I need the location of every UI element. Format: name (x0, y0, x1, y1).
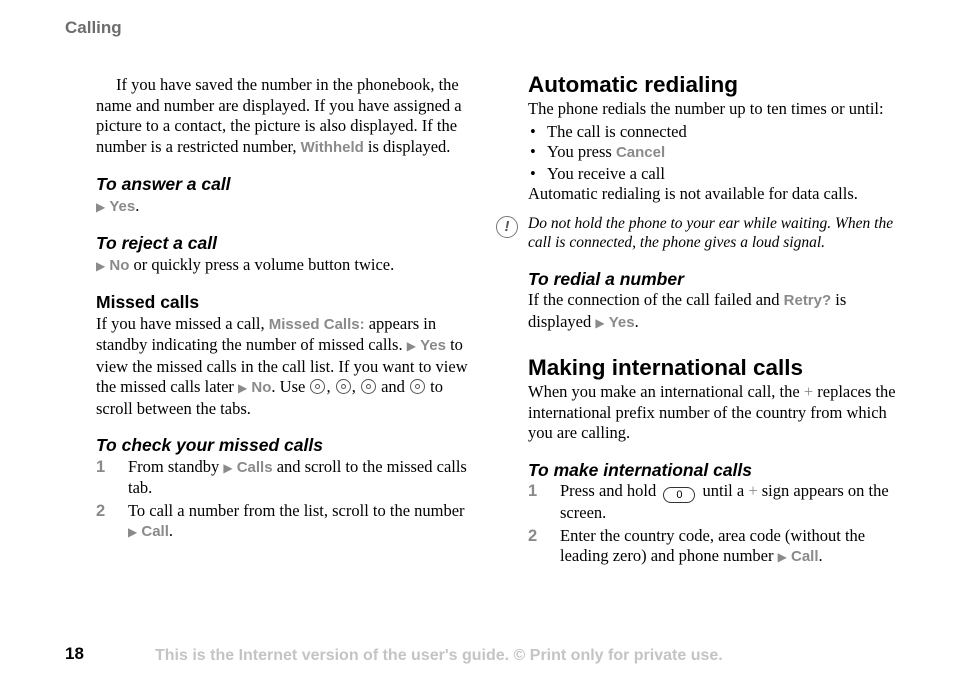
redial-number-text: If the connection of the call failed and Retry? is displayed ▶ Yes. (528, 290, 847, 331)
missed-calls-heading: Missed calls (96, 292, 200, 312)
footer-notice: This is the Internet version of the user's guide. © Print only for private use. (155, 647, 723, 664)
answer-instruction: ▶ Yes. (96, 195, 140, 215)
reject-heading: To reject a call (96, 233, 217, 253)
intl-calls-heading: Making international calls (528, 355, 804, 380)
intl-calls-text: When you make an international call, the + replaces the international prefix number of the country from which you are calling. (528, 382, 896, 442)
nav-down-key-icon (410, 379, 425, 394)
reject-instruction: ▶ No or quickly press a volume button twice. (96, 254, 395, 274)
check-missed-heading: To check your missed calls (96, 435, 323, 455)
cancel-label: Cancel (615, 144, 666, 161)
redial-note-data: Automatic redialing is not available for data calls. (528, 184, 858, 203)
arrow-right-icon: ▶ (96, 258, 106, 273)
arrow-right-icon: ▶ (96, 199, 106, 214)
missed-calls-paragraph: If you have missed a call, Missed Calls: appears in standby indicating the number of missed calls. ▶ Yes to view the missed calls in the call list. If you want to view the missed calls later ▶ No. Use , , and to scroll between the tabs. (96, 313, 468, 418)
withheld-label: Withheld (300, 138, 364, 156)
answer-heading: To answer a call (96, 174, 231, 194)
auto-redial-text: The phone redials the number up to ten times or until: (528, 99, 884, 118)
make-intl-steps (528, 481, 908, 568)
arrow-right-icon: ▶ (406, 339, 416, 353)
nav-right-key-icon (336, 379, 351, 394)
right-column (504, 72, 908, 570)
section-header: Calling (65, 18, 122, 37)
check-missed-steps (96, 457, 476, 543)
redial-conditions (528, 122, 908, 185)
make-intl-heading: To make international calls (528, 459, 753, 480)
list-item: 1 From standby ▶ Calls and scroll to the missed calls tab. (96, 456, 467, 497)
nav-up-key-icon (361, 379, 376, 394)
zero-key-icon: 0 (663, 487, 695, 503)
warning-note: ! Do not hold the phone to your ear while waiting. When the call is connected, the phone gives a loud signal. (528, 214, 908, 253)
list-item: 2 Enter the country code, area code (without the leading zero) and phone number ▶ Call. (528, 525, 866, 565)
intro-paragraph: If you have saved the number in the phonebook, the name and number are displayed. If you have assigned a picture to a contact, the picture is also displayed. If the number is a restricted number, Withheld is displayed. (96, 75, 462, 156)
no-label: No (109, 256, 130, 274)
arrow-right-icon: ▶ (128, 525, 138, 539)
arrow-right-icon: ▶ (223, 460, 233, 475)
arrow-right-icon: ▶ (238, 381, 248, 395)
list-item: 2 To call a number from the list, scroll to the number ▶ Call. (96, 500, 465, 540)
list-item: • You receive a call (528, 164, 908, 185)
nav-left-key-icon (310, 379, 325, 394)
warning-icon: ! (496, 216, 518, 238)
auto-redial-heading: Automatic redialing (528, 72, 739, 97)
arrow-right-icon: ▶ (595, 315, 605, 330)
list-item: • The call is connected (528, 122, 908, 143)
list-item: 1 Press and hold 0 until a + sign appears on the screen. (528, 481, 889, 522)
yes-label: Yes (109, 197, 136, 215)
page-number: 18 (65, 644, 84, 663)
redial-number-heading: To redial a number (528, 268, 684, 289)
arrow-right-icon: ▶ (777, 550, 787, 564)
list-item: • You press Cancel (528, 142, 908, 164)
left-column (96, 75, 476, 545)
